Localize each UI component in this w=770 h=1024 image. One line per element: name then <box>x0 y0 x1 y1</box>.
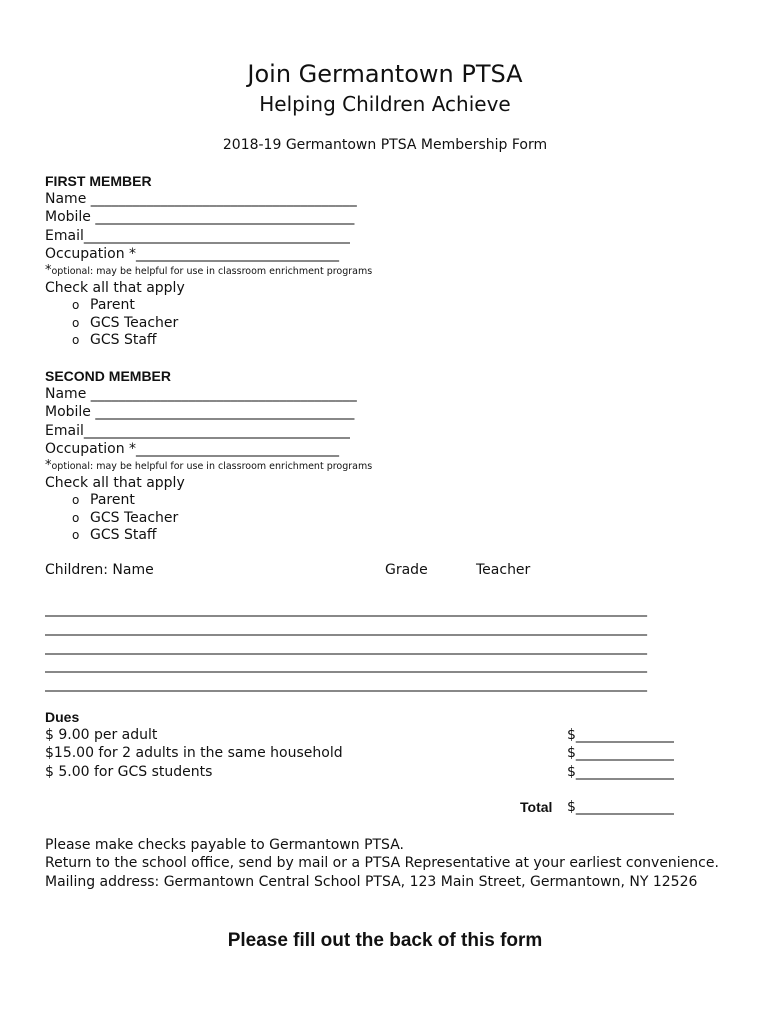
first-member-name-field[interactable]: Name ______________________________________ <box>45 191 357 207</box>
second-member-name-field[interactable]: Name ______________________________________ <box>45 386 357 402</box>
second-member-option-gcs-staff[interactable] <box>45 527 725 545</box>
page-subtitle: Helping Children Achieve <box>259 92 511 116</box>
first-member-mobile-field[interactable]: Mobile _____________________________________ <box>45 209 355 226</box>
dues-section <box>45 708 695 781</box>
children-name-label: Children: Name <box>45 562 154 578</box>
child-entry-line[interactable]: ______________________________________________________________________________________ <box>45 657 647 674</box>
form-title: 2018-19 Germantown PTSA Membership Form <box>222 137 548 153</box>
second-member-heading: SECOND MEMBER <box>45 368 172 384</box>
first-member-option-parent[interactable] <box>45 297 725 315</box>
first-member-option-gcs-teacher[interactable] <box>45 315 725 333</box>
second-member-check-label: Check all that apply <box>45 475 185 492</box>
second-member-option-gcs-teacher[interactable] <box>45 510 725 528</box>
checkbox-circle-icon[interactable]: o <box>72 510 80 525</box>
first-member-check-label: Check all that apply <box>45 280 185 297</box>
option-label: Parent <box>90 297 135 314</box>
note-text: optional: may be helpful for use in classroom enrichment programs <box>51 266 373 278</box>
dues-heading: Dues <box>45 709 80 725</box>
checkbox-circle-icon[interactable]: o <box>72 298 80 313</box>
total-label: Total <box>520 799 553 815</box>
dues-amount-field[interactable]: $______________ <box>567 727 674 743</box>
children-header <box>45 562 725 582</box>
checkbox-circle-icon[interactable]: o <box>72 528 80 543</box>
first-member-occupation-field[interactable]: Occupation *_____________________________ <box>45 245 340 262</box>
instructions-checks: Please make checks payable to Germantown PTSA. <box>45 837 404 853</box>
first-member-heading: FIRST MEMBER <box>45 173 152 189</box>
dues-amount-field[interactable]: $______________ <box>567 763 674 780</box>
page-title: Join Germantown PTSA <box>247 60 523 88</box>
total-amount-field[interactable]: $______________ <box>567 799 674 815</box>
second-member-occupation-field[interactable]: Occupation *_____________________________ <box>45 440 340 457</box>
children-teacher-label: Teacher <box>476 562 531 578</box>
dues-label: $ 5.00 for GCS students <box>45 763 213 780</box>
first-member-email-field[interactable]: Email______________________________________ <box>45 227 350 244</box>
option-label: GCS Teacher <box>90 314 179 331</box>
children-lines <box>45 600 705 694</box>
instructions <box>45 836 735 891</box>
second-member-option-parent[interactable] <box>45 492 725 510</box>
children-grade-label: Grade <box>385 562 428 578</box>
note-text: optional: may be helpful for use in classroom enrichment programs <box>51 461 373 473</box>
dues-label: $15.00 for 2 adults in the same household <box>45 745 343 762</box>
checkbox-circle-icon[interactable]: o <box>72 333 80 348</box>
option-label: GCS Teacher <box>90 509 179 526</box>
dues-total-row <box>45 799 695 819</box>
first-member-section <box>45 172 725 350</box>
child-entry-line[interactable]: ______________________________________________________________________________________ <box>45 676 647 693</box>
back-of-form-notice: Please fill out the back of this form <box>227 930 543 951</box>
note-asterisk: * <box>45 263 52 279</box>
dues-row-household <box>45 744 695 762</box>
first-member-option-gcs-staff[interactable] <box>45 332 725 350</box>
checkbox-circle-icon[interactable]: o <box>72 315 80 330</box>
second-member-mobile-field[interactable]: Mobile _____________________________________ <box>45 404 355 421</box>
child-entry-line[interactable]: ______________________________________________________________________________________ <box>45 601 647 617</box>
note-asterisk: * <box>45 458 52 474</box>
second-member-occupation-note <box>45 458 725 474</box>
child-entry-line[interactable]: ______________________________________________________________________________________ <box>45 638 647 655</box>
option-label: GCS Staff <box>90 527 157 544</box>
instructions-return: Return to the school office, send by mail or a PTSA Representative at your earliest convenience. <box>45 855 719 872</box>
checkbox-circle-icon[interactable]: o <box>72 493 80 508</box>
dues-row-students <box>45 763 695 781</box>
dues-amount-field[interactable]: $______________ <box>567 745 674 762</box>
option-label: Parent <box>90 492 135 509</box>
option-label: GCS Staff <box>90 332 157 349</box>
first-member-occupation-note <box>45 263 725 279</box>
second-member-section <box>45 367 725 545</box>
dues-row-adult <box>45 726 695 744</box>
second-member-email-field[interactable]: Email______________________________________ <box>45 422 350 439</box>
dues-label: $ 9.00 per adult <box>45 727 158 743</box>
instructions-mailing-address: Mailing address: Germantown Central School PTSA, 123 Main Street, Germantown, NY 12526 <box>45 873 698 890</box>
child-entry-line[interactable]: ______________________________________________________________________________________ <box>45 619 647 636</box>
